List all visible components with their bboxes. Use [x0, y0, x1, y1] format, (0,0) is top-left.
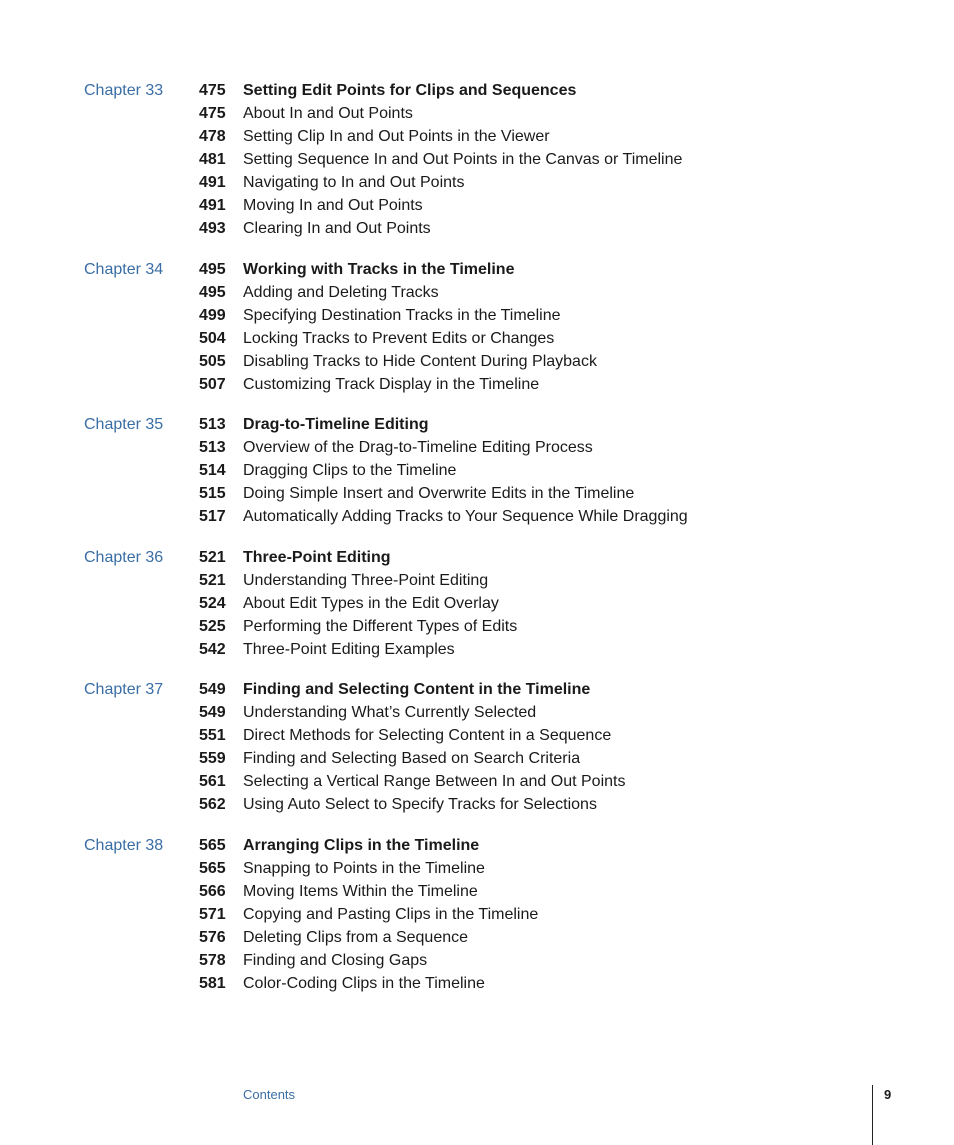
- table-of-contents: [0, 79, 954, 1012]
- chapter-section: [0, 546, 954, 661]
- entry-title: Disabling Tracks to Hide Content During Playback: [243, 352, 597, 370]
- entry-title: Understanding What’s Currently Selected: [243, 704, 537, 721]
- page-number: 525: [199, 617, 226, 635]
- page-number: 565: [199, 859, 226, 877]
- toc-entry[interactable]: [0, 171, 954, 194]
- page-number: 504: [199, 329, 226, 347]
- chapter-section: [0, 834, 954, 995]
- toc-entry[interactable]: [0, 505, 954, 528]
- entry-title: Moving Items Within the Timeline: [243, 882, 478, 900]
- entry-title: About Edit Types in the Edit Overlay: [243, 594, 499, 612]
- chapter-label[interactable]: Chapter 36: [84, 548, 164, 566]
- chapter-section: [0, 413, 954, 528]
- toc-entry[interactable]: [0, 949, 954, 972]
- entry-title: Adding and Deleting Tracks: [243, 283, 439, 301]
- chapter-label[interactable]: Chapter 35: [84, 416, 164, 433]
- entry-title: Moving In and Out Points: [243, 197, 423, 214]
- toc-entry[interactable]: [0, 350, 954, 373]
- toc-entry[interactable]: [0, 281, 954, 304]
- page-number: 524: [199, 594, 226, 612]
- entry-title: About In and Out Points: [243, 105, 413, 122]
- toc-entry[interactable]: [0, 148, 954, 171]
- chapter-section: [0, 258, 954, 396]
- page-number: 551: [199, 727, 226, 744]
- chapter-section: [0, 79, 954, 240]
- toc-entry[interactable]: [0, 903, 954, 926]
- entry-title: Direct Methods for Selecting Content in a Sequence: [243, 727, 612, 744]
- toc-entry[interactable]: [0, 972, 954, 995]
- entry-title: Doing Simple Insert and Overwrite Edits in the Timeline: [243, 485, 635, 502]
- page-number: 521: [199, 548, 226, 566]
- page-number: 565: [199, 836, 226, 854]
- page-number: 578: [199, 951, 226, 969]
- toc-entry[interactable]: [0, 304, 954, 327]
- page-number: 562: [199, 796, 226, 813]
- toc-entry-heading[interactable]: [0, 258, 954, 281]
- toc-entry[interactable]: [0, 459, 954, 482]
- page-number: 571: [199, 905, 226, 923]
- chapter-label[interactable]: Chapter 37: [84, 681, 164, 698]
- page-number: 495: [199, 260, 226, 278]
- toc-entry[interactable]: [0, 569, 954, 592]
- entry-title: Deleting Clips from a Sequence: [243, 928, 469, 946]
- toc-entry[interactable]: [0, 436, 954, 459]
- toc-entry[interactable]: [0, 482, 954, 505]
- page-number: 521: [199, 571, 226, 589]
- entry-title: Locking Tracks to Prevent Edits or Changes: [243, 329, 555, 347]
- entry-title: Using Auto Select to Specify Tracks for Selections: [243, 796, 597, 813]
- page-number: 515: [199, 485, 226, 502]
- entry-title: Performing the Different Types of Edits: [243, 617, 518, 635]
- entry-title: Color-Coding Clips in the Timeline: [243, 974, 485, 992]
- toc-entry-heading[interactable]: [0, 546, 954, 569]
- entry-title: Setting Edit Points for Clips and Sequences: [243, 82, 577, 99]
- entry-title: Navigating to In and Out Points: [243, 174, 465, 191]
- entry-title: Understanding Three-Point Editing: [243, 571, 489, 589]
- page-number: 549: [199, 681, 226, 698]
- page-number: 491: [199, 197, 226, 214]
- entry-title: Setting Sequence In and Out Points in the Canvas or Timeline: [243, 151, 683, 168]
- entry-title: Copying and Pasting Clips in the Timeline: [243, 905, 539, 923]
- chapter-section: [0, 678, 954, 816]
- page-number: 513: [199, 439, 226, 456]
- toc-entry-heading[interactable]: [0, 834, 954, 857]
- page-number: 493: [199, 220, 226, 237]
- entry-title: Three-Point Editing Examples: [243, 640, 455, 658]
- toc-entry[interactable]: [0, 770, 954, 793]
- toc-entry[interactable]: [0, 327, 954, 350]
- page-number: 513: [199, 416, 226, 433]
- entry-title: Automatically Adding Tracks to Your Sequence While Dragging: [243, 508, 688, 525]
- toc-entry[interactable]: [0, 615, 954, 638]
- page-number: 559: [199, 750, 226, 767]
- toc-entry[interactable]: [0, 102, 954, 125]
- entry-title: Setting Clip In and Out Points in the Viewer: [243, 128, 550, 145]
- chapter-label[interactable]: Chapter 34: [84, 260, 164, 278]
- toc-entry[interactable]: [0, 747, 954, 770]
- entry-title: Dragging Clips to the Timeline: [243, 462, 457, 479]
- page-number: 495: [199, 283, 226, 301]
- page-number: 507: [199, 375, 226, 393]
- entry-title: Working with Tracks in the Timeline: [243, 260, 515, 278]
- entry-title: Clearing In and Out Points: [243, 220, 431, 237]
- page-number: 475: [199, 82, 226, 99]
- entry-title: Customizing Track Display in the Timeline: [243, 375, 540, 393]
- page-number: 566: [199, 882, 226, 900]
- page-number: 478: [199, 128, 226, 145]
- toc-entry[interactable]: [0, 701, 954, 724]
- toc-entry[interactable]: [0, 592, 954, 615]
- toc-entry-heading[interactable]: [0, 678, 954, 701]
- page-number: 499: [199, 306, 226, 324]
- chapter-label[interactable]: Chapter 33: [84, 82, 164, 99]
- page-number: 505: [199, 352, 226, 370]
- page-number: 491: [199, 174, 226, 191]
- entry-title: Arranging Clips in the Timeline: [243, 836, 480, 854]
- toc-entry[interactable]: [0, 857, 954, 880]
- toc-entry[interactable]: [0, 638, 954, 661]
- toc-entry[interactable]: [0, 793, 954, 816]
- chapter-label[interactable]: Chapter 38: [84, 836, 164, 854]
- entry-title: Drag-to-Timeline Editing: [243, 416, 429, 433]
- entry-title: Selecting a Vertical Range Between In and Out Points: [243, 773, 626, 790]
- page-number: 581: [199, 974, 226, 992]
- toc-entry-heading[interactable]: [0, 79, 954, 102]
- entry-title: Three-Point Editing: [243, 548, 391, 566]
- entry-title: Finding and Selecting Content in the Timeline: [243, 681, 591, 698]
- toc-entry[interactable]: [0, 125, 954, 148]
- footer-section-label: Contents: [243, 1087, 296, 1102]
- page-number: 481: [199, 151, 226, 168]
- toc-entry[interactable]: [0, 926, 954, 949]
- page-number: 542: [199, 640, 226, 658]
- page-number: 514: [199, 462, 226, 479]
- toc-entry[interactable]: [0, 724, 954, 747]
- entry-title: Overview of the Drag-to-Timeline Editing Process: [243, 439, 593, 456]
- page-number: 549: [199, 704, 226, 721]
- entry-title: Finding and Closing Gaps: [243, 951, 428, 969]
- footer-page-number: 9: [884, 1087, 892, 1102]
- page-number: 576: [199, 928, 226, 946]
- footer-divider: [872, 1085, 873, 1145]
- toc-entry[interactable]: [0, 217, 954, 240]
- toc-entry[interactable]: [0, 194, 954, 217]
- toc-entry[interactable]: [0, 373, 954, 396]
- toc-entry-heading[interactable]: [0, 413, 954, 436]
- page-number: 475: [199, 105, 226, 122]
- entry-title: Finding and Selecting Based on Search Criteria: [243, 750, 581, 767]
- entry-title: Specifying Destination Tracks in the Timeline: [243, 306, 561, 324]
- entry-title: Snapping to Points in the Timeline: [243, 859, 485, 877]
- page-number: 517: [199, 508, 226, 525]
- page-number: 561: [199, 773, 226, 790]
- toc-entry[interactable]: [0, 880, 954, 903]
